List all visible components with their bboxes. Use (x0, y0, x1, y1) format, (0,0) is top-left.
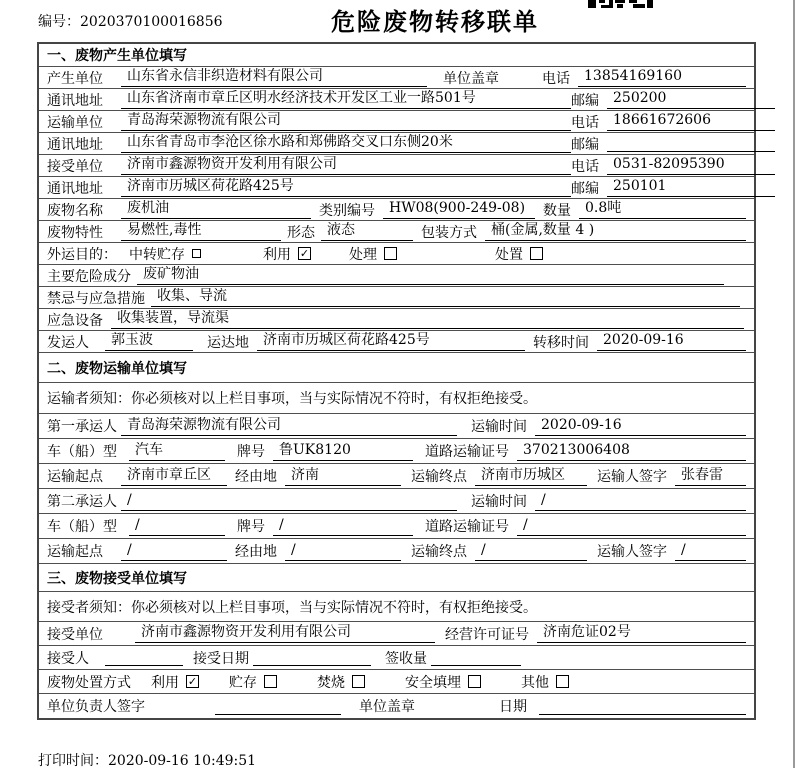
row-carrier1 (39, 414, 754, 439)
disposal-other-checkbox[interactable] (556, 675, 569, 688)
responsible-signature-label: 单位负责人签字 (47, 699, 145, 715)
row-responsible-signature (39, 694, 754, 718)
document-number-label: 编号： (38, 14, 80, 30)
route1-sign-value: 张春雷 (675, 467, 746, 486)
producer-phone-value: 13854169160 (578, 68, 746, 87)
vehicle1-type-value: 汽车 (129, 442, 225, 461)
waste-qty-value: 0.8吨 (579, 200, 746, 219)
purpose-treat-checkbox[interactable] (384, 247, 397, 260)
document-number-value: 2020370100016856 (80, 14, 223, 30)
transporter-phone-value: 18661672606 (607, 112, 775, 131)
carrier1-value: 青岛海荣源物流有限公司 (121, 417, 457, 436)
sign-date-value (539, 698, 746, 715)
row-route1 (39, 464, 754, 489)
vehicle2-license-label: 道路运输证号 (425, 519, 509, 535)
receiver-address-value: 济南市历城区荷花路425号 (121, 178, 571, 197)
purpose-option-dispose-label: 处置 (495, 246, 523, 263)
purpose-option-treat (349, 244, 397, 264)
producer-phone-label: 电话 (542, 70, 570, 87)
purpose-option-transit-label: 中转贮存 (129, 246, 185, 263)
row-emergency-equipment (39, 309, 754, 331)
carrier1-time-label: 运输时间 (471, 419, 527, 435)
route1-sign-label: 运输人签字 (597, 469, 667, 485)
transporter-value: 青岛海荣源物流有限公司 (121, 112, 571, 131)
section3-title: 三、废物接受单位填写 (47, 570, 187, 587)
row-receiver-address (39, 177, 754, 199)
transporter-address-value: 山东省青岛市李沧区徐水路和郑佛路交叉口东侧20米 (121, 134, 571, 153)
carrier1-time-value: 2020-09-16 (535, 417, 746, 436)
carrier2-time-value: / (535, 492, 746, 511)
row-receiver-notice (39, 592, 754, 622)
disposal-utilize-checkbox[interactable]: ✓ (187, 675, 198, 688)
print-time-value: 2020-09-16 10:49:51 (108, 753, 257, 769)
transporter-notice-text: 运输者须知：你必须核对以上栏目事项，当与实际情况不符时，有权拒绝接受。 (47, 391, 537, 407)
unit-seal-label: 单位盖章 (359, 699, 415, 715)
transporter-label: 运输单位 (47, 114, 103, 131)
sign-date-label: 日期 (499, 699, 527, 715)
emergency-measures-label: 禁忌与应急措施 (47, 290, 145, 307)
row-route2 (39, 539, 754, 564)
packing-value: 桶(金属,数量 4 ) (485, 222, 746, 241)
receiver-phone-value: 0531-82095390 (607, 156, 775, 175)
transporter-phone-label: 电话 (571, 114, 599, 131)
route1-start-value: 济南市章丘区 (121, 467, 227, 486)
route2-start-label: 运输起点 (47, 544, 103, 560)
waste-qty-label: 数量 (543, 202, 571, 219)
disposal-store-checkbox[interactable] (264, 675, 277, 688)
route1-via-label: 经由地 (235, 469, 277, 485)
route2-start-value: / (121, 542, 227, 561)
disposal-option-store-label: 贮存 (229, 674, 257, 691)
main-hazard-label: 主要危险成分 (47, 268, 131, 285)
waste-name-value: 废机油 (121, 200, 311, 219)
carrier2-value: / (121, 492, 457, 511)
waste-code-label: 类别编号 (319, 202, 375, 219)
route1-via-value: 济南 (285, 467, 401, 486)
route2-sign-label: 运输人签字 (597, 544, 667, 560)
receiver-value: 济南市鑫源物资开发利用有限公司 (121, 156, 571, 175)
purpose-option-dispose (495, 244, 543, 264)
disposal-incinerate-checkbox[interactable] (352, 675, 365, 688)
manifest-table (37, 42, 756, 720)
section2-title: 二、废物运输单位填写 (47, 360, 187, 377)
route2-end-label: 运输终点 (411, 544, 467, 560)
vehicle1-plate-label: 牌号 (237, 444, 265, 460)
accepting-unit-value: 济南市鑫源物资开发利用有限公司 (135, 624, 435, 643)
page-title: 危险废物转移联单 (331, 7, 539, 36)
purpose-option-utilize (263, 244, 311, 264)
row-carrier2 (39, 489, 754, 514)
received-qty-label: 签收量 (385, 650, 427, 667)
row-vehicle1 (39, 439, 754, 464)
accepting-unit-label: 接受单位 (47, 626, 103, 643)
vehicle1-license-label: 道路运输证号 (425, 444, 509, 460)
carrier1-label: 第一承运人 (47, 419, 117, 435)
purpose-option-treat-label: 处理 (349, 246, 377, 263)
dispatcher-value: 郭玉波 (105, 332, 193, 351)
row-waste-name (39, 199, 754, 221)
print-time (38, 750, 256, 770)
row-vehicle2 (39, 514, 754, 539)
vehicle2-type-label: 车（船）型 (47, 519, 117, 535)
transporter-address-label: 通讯地址 (47, 136, 103, 153)
page-edge-line (793, 0, 795, 768)
qr-code-fragment (588, 0, 654, 9)
carrier2-time-label: 运输时间 (471, 494, 527, 510)
producer-label: 产生单位 (47, 70, 103, 87)
dispatcher-label: 发运人 (47, 334, 89, 351)
received-qty-value (431, 649, 521, 666)
purpose-option-transit (129, 244, 201, 264)
vehicle2-plate-value: / (273, 517, 413, 536)
disposal-landfill-checkbox[interactable] (468, 675, 481, 688)
disposal-option-utilize-label: 利用 (151, 674, 179, 691)
permit-value: 济南危证02号 (537, 624, 746, 643)
purpose-transit-checkbox[interactable] (192, 249, 201, 258)
row-accepting-unit (39, 622, 754, 646)
waste-form-value: 液态 (321, 222, 413, 241)
route2-via-value: / (285, 542, 401, 561)
receiver-address-label: 通讯地址 (47, 180, 103, 197)
row-transporter (39, 111, 754, 133)
receiver-label: 接受单位 (47, 158, 103, 175)
waste-form-label: 形态 (287, 224, 315, 241)
waste-properties-label: 废物特性 (47, 224, 103, 241)
receiver-phone-label: 电话 (571, 158, 599, 175)
waste-properties-value: 易燃性,毒性 (121, 222, 281, 241)
row-transfer-purpose (39, 243, 754, 265)
section1-header (39, 44, 754, 67)
print-time-label: 打印时间： (38, 753, 108, 769)
disposal-option-incinerate-label: 焚烧 (317, 674, 345, 691)
vehicle1-license-value: 370213006408 (517, 442, 746, 461)
producer-address-value: 山东省济南市章丘区明水经济技术开发区工业一路501号 (121, 90, 571, 109)
accept-date-label: 接受日期 (193, 650, 249, 667)
vehicle1-plate-value: 鲁UK8120 (273, 442, 413, 461)
acceptor-value (105, 649, 183, 666)
accept-date-value (253, 649, 371, 666)
section2-header (39, 353, 754, 383)
transporter-zip-label: 邮编 (571, 136, 599, 153)
responsible-signature-value (215, 698, 341, 715)
route1-start-label: 运输起点 (47, 469, 103, 485)
row-waste-properties (39, 221, 754, 243)
emergency-equipment-value: 收集装置，导流渠 (111, 310, 744, 329)
disposal-option-utilize (151, 672, 199, 692)
transporter-zip-value (607, 135, 775, 152)
vehicle2-type-value: / (129, 517, 225, 536)
emergency-measures-value: 收集、导流 (151, 288, 740, 307)
row-dispatch (39, 331, 754, 353)
receiver-zip-value: 250101 (607, 178, 775, 197)
row-transporter-notice (39, 383, 754, 414)
packing-label: 包装方式 (421, 224, 477, 241)
purpose-utilize-checkbox[interactable]: ✓ (299, 247, 310, 260)
producer-zip-value: 250200 (607, 90, 775, 109)
waste-code-value: HW08(900-249-08) (383, 200, 535, 219)
section1-title: 一、废物产生单位填写 (47, 48, 187, 64)
row-producer (39, 67, 754, 89)
row-disposal-method (39, 670, 754, 694)
receiver-notice-text: 接受者须知：你必须核对以上栏目事项，当与实际情况不符时，有权拒绝接受。 (47, 599, 537, 616)
route2-sign-value: / (675, 542, 746, 561)
receiver-zip-label: 邮编 (571, 180, 599, 197)
route2-via-label: 经由地 (235, 544, 277, 560)
producer-zip-label: 邮编 (571, 92, 599, 109)
purpose-option-utilize-label: 利用 (263, 246, 291, 263)
vehicle2-plate-label: 牌号 (237, 519, 265, 535)
row-producer-address (39, 89, 754, 111)
transfer-time-label: 转移时间 (533, 334, 589, 351)
carrier2-label: 第二承运人 (47, 494, 117, 510)
waste-name-label: 废物名称 (47, 202, 103, 219)
disposal-option-other (521, 672, 569, 692)
disposal-option-incinerate (317, 672, 365, 692)
purpose-label: 外运目的： (47, 246, 117, 263)
purpose-dispose-checkbox[interactable] (530, 247, 543, 260)
row-receiver (39, 155, 754, 177)
producer-address-label: 通讯地址 (47, 92, 103, 109)
row-main-hazard (39, 265, 754, 287)
document-number (38, 11, 223, 31)
destination-label: 运达地 (207, 334, 249, 351)
destination-value: 济南市历城区荷花路425号 (257, 332, 525, 351)
disposal-method-label: 废物处置方式 (47, 674, 131, 691)
disposal-option-other-label: 其他 (521, 674, 549, 691)
disposal-option-store (229, 672, 277, 692)
disposal-option-landfill-label: 安全填埋 (405, 674, 461, 691)
main-hazard-value: 废矿物油 (137, 266, 724, 285)
seal-label: 单位盖章 (443, 70, 499, 87)
route1-end-label: 运输终点 (411, 469, 467, 485)
route2-end-value: / (475, 542, 587, 561)
acceptor-label: 接受人 (47, 650, 89, 667)
producer-value: 山东省永信非织造材料有限公司 (121, 68, 427, 87)
section3-header (39, 564, 754, 592)
row-emergency-measures (39, 287, 754, 309)
row-acceptor (39, 646, 754, 670)
transfer-time-value: 2020-09-16 (597, 332, 746, 351)
vehicle1-type-label: 车（船）型 (47, 444, 117, 460)
emergency-equipment-label: 应急设备 (47, 312, 103, 329)
row-transporter-address (39, 133, 754, 155)
route1-end-value: 济南市历城区 (475, 467, 587, 486)
disposal-option-landfill (405, 672, 481, 692)
vehicle2-license-value: / (517, 517, 746, 536)
permit-label: 经营许可证号 (445, 626, 529, 643)
